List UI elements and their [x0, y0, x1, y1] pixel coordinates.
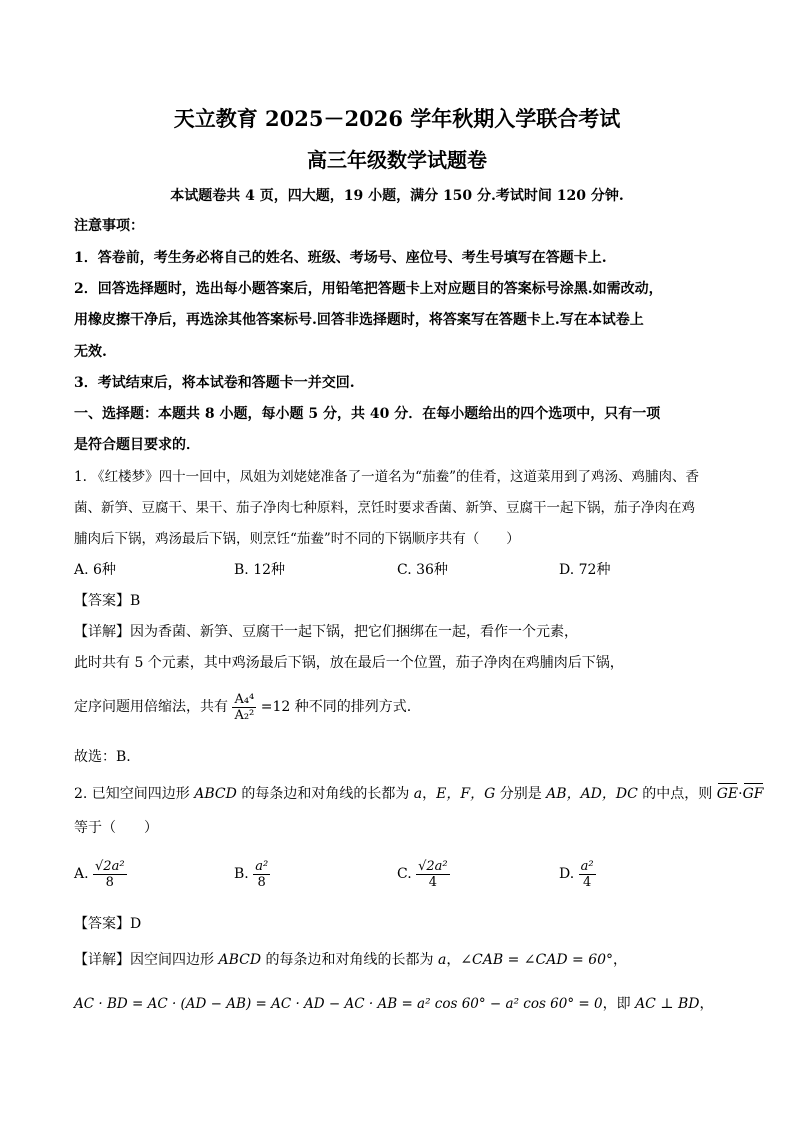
q2-text: ，	[613, 952, 628, 968]
fraction-denominator: 4	[582, 874, 592, 890]
option-label: C.	[397, 866, 412, 882]
q2-text: 的每条边和对角线的长都为	[241, 786, 410, 802]
q2-detail-line-2	[74, 994, 724, 1014]
q1-option-c: C. 36种	[397, 562, 448, 578]
q2-detail-text: 的每条边和对角线的长都为	[265, 952, 434, 968]
q1-detail-text-end: 种不同的排列方式.	[294, 699, 412, 715]
fraction-numerator: √2a²	[418, 858, 448, 874]
perpendicular-relation: AC ⊥ BD	[635, 996, 700, 1012]
option-a-fraction	[93, 859, 127, 890]
option-label: B.	[234, 866, 249, 882]
q1-answer: 【答案】B	[74, 593, 141, 609]
q2-abcd: ABCD	[218, 952, 262, 968]
q1-detail-line-3	[74, 690, 724, 724]
q2-var-a: a	[437, 952, 447, 968]
fraction-denominator: 4	[428, 874, 438, 890]
exam-info: 本试题卷共 4 页，四大题，19 小题，满分 150 分.考试时间 120 分钟.	[170, 188, 624, 204]
q2-abcd: ABCD	[194, 786, 237, 802]
q2-detail-text: 【详解】因空间四边形	[74, 952, 214, 968]
option-b-fraction	[253, 859, 270, 890]
q1-detail-line-2: 此时共有 5 个元素，其中鸡汤最后下锅，放在最后一个位置，茄子净肉在鸡脯肉后下锅，	[74, 655, 624, 671]
permutation-fraction	[232, 692, 256, 723]
exam-title: 天立教育 2025－2026 学年秋期入学联合考试	[173, 106, 621, 131]
q1-line-3: 脯肉后下锅，鸡汤最后下锅，则烹饪“茄鲞”时不同的下锅顺序共有（ ）	[74, 531, 520, 547]
q2-text: ，	[699, 996, 714, 1012]
angle-equation: ∠CAB = ∠CAD = 60°	[460, 952, 614, 968]
q1-option-b: B. 12种	[234, 562, 286, 578]
q2-text: ，即	[602, 996, 631, 1012]
fraction-numerator: a²	[255, 858, 269, 874]
dot-product-expression: AC · BD = AC · (AD − AB) = AC · AD − AC · AB = a² cos 60° − a² cos 60° = 0	[74, 996, 603, 1012]
q1-conclusion: 故选：B.	[74, 749, 131, 765]
option-label: A.	[74, 866, 89, 882]
q2-option-a	[74, 856, 127, 892]
q2-answer: 【答案】D	[74, 916, 142, 932]
q2-text: 2. 已知空间四边形	[74, 786, 190, 802]
q2-sides: AB，AD，DC	[546, 786, 638, 802]
q1-option-d: D. 72种	[559, 562, 611, 578]
note-item-1: 1．答卷前，考生务必将自己的姓名、班级、考场号、座位号、考生号填写在答题卡上.	[74, 250, 607, 266]
q1-line-2: 菌、新笋、豆腐干、果干、茄子净肉七种原料，烹饪时要求香菌、新笋、豆腐干一起下锅，茄子净肉在鸡	[74, 500, 695, 516]
note-item-2-line-1: 2．回答选择题时，选出每小题答案后，用铅笔把答题卡上对应题目的答案标号涂黑.如需改动，	[74, 281, 663, 297]
q1-detail-text: 定序问题用倍缩法，共有	[74, 699, 228, 715]
q2-var-a: a	[413, 786, 423, 802]
fraction-numerator: A₄⁴	[234, 691, 255, 707]
fraction-denominator: A₂²	[234, 707, 255, 723]
fraction-numerator: a²	[580, 858, 594, 874]
section-1-line-2: 是符合题目要求的．	[74, 437, 200, 453]
option-c-fraction	[416, 859, 450, 890]
section-1-line-1: 一、选择题：本题共 8 小题，每小题 5 分，共 40 分．在每小题给出的四个选项中，只有一项	[74, 406, 661, 422]
option-d-fraction	[579, 859, 596, 890]
q2-text: ，	[446, 952, 461, 968]
note-item-3: 3．考试结束后，将本试卷和答题卡一并交回.	[74, 375, 355, 391]
note-item-2-line-2: 用橡皮擦干净后，再选涂其他答案标号.回答非选择题时，将答案写在答题卡上.写在本试卷上	[74, 312, 644, 328]
q1-option-a: A. 6种	[74, 562, 116, 578]
q2-detail-line-1	[74, 950, 724, 970]
fraction-denominator: 8	[105, 874, 114, 890]
q2-option-d	[559, 856, 596, 892]
fraction-denominator: 8	[257, 874, 266, 890]
q2-line-2: 等于（ ）	[74, 820, 158, 836]
q2-option-c	[397, 856, 450, 892]
q2-option-b	[234, 856, 270, 892]
q2-efg: E，F，G	[436, 786, 496, 802]
note-item-2-line-3: 无效.	[74, 344, 107, 360]
q1-detail-line-1: 【详解】因为香菌、新笋、豆腐干一起下锅，把它们捆绑在一起，看作一个元素，	[74, 624, 578, 640]
q1-line-1: 1. 《红楼梦》四十一回中，凤姐为刘姥姥准备了一道名为“茄鲞”的佳肴，这道菜用到了鸡汤、鸡脯肉、香	[74, 469, 699, 485]
q2-line-1	[74, 784, 764, 804]
q2-text: 的中点，则	[642, 786, 713, 802]
vector-ge: GE	[716, 786, 739, 802]
notes-heading: 注意事项：	[74, 218, 144, 234]
q1-equals: =12	[260, 699, 291, 715]
q2-text: 分别是	[499, 786, 542, 802]
dot-operator: ·	[738, 786, 743, 802]
exam-subtitle: 高三年级数学试题卷	[307, 148, 487, 172]
q2-text: ，	[422, 786, 437, 802]
fraction-numerator: √2a²	[95, 858, 125, 874]
vector-gf: GF	[742, 786, 764, 802]
option-label: D.	[559, 866, 575, 882]
